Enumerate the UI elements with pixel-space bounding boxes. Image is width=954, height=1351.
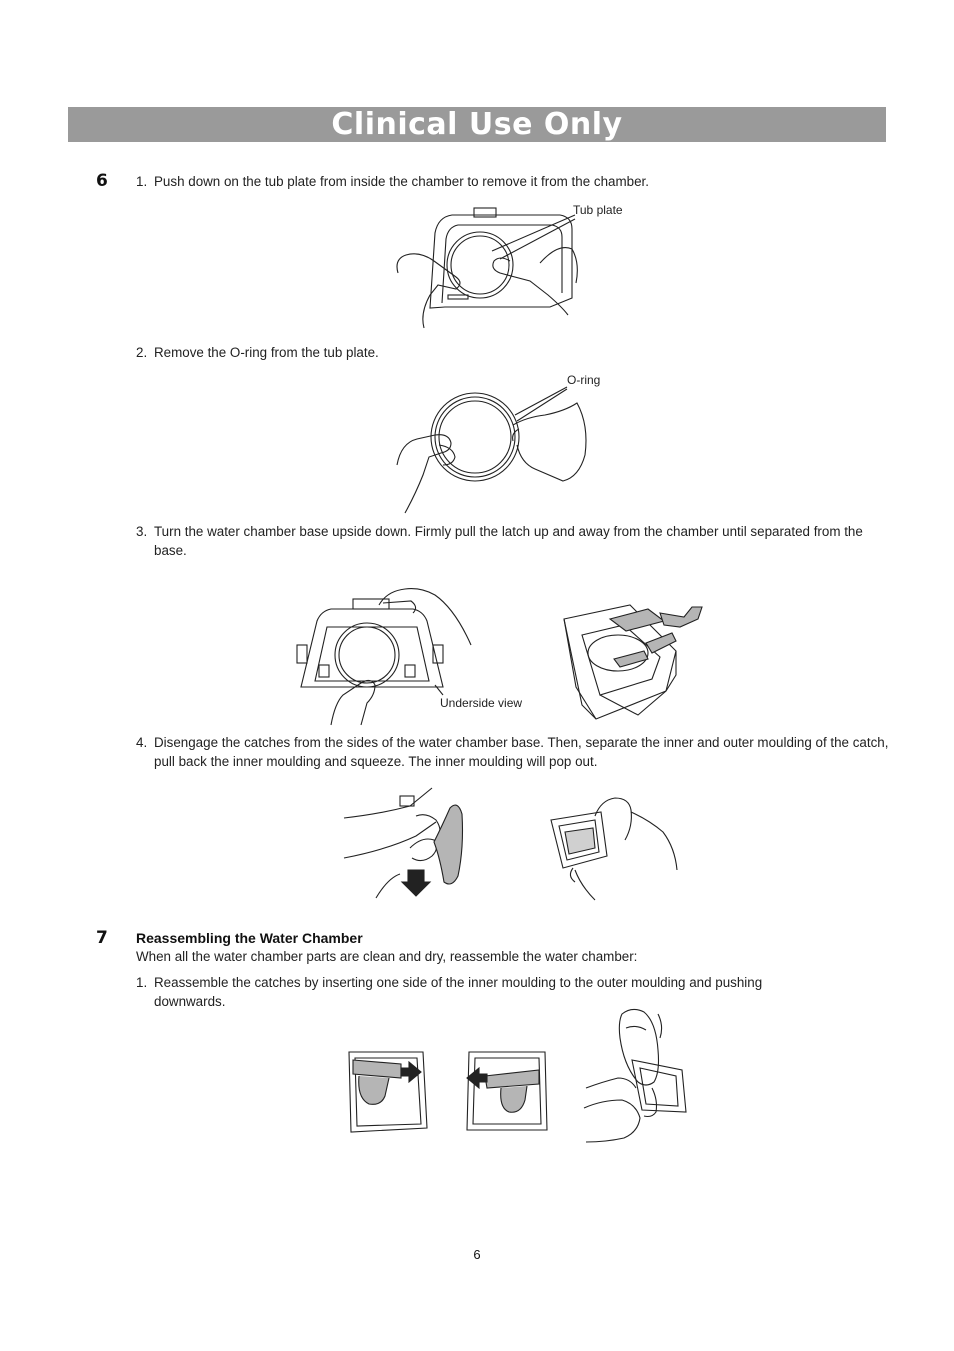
item-number: 1. xyxy=(136,975,148,990)
o-ring-callout: O-ring xyxy=(567,373,601,387)
section-intro: When all the water chamber parts are clean and dry, reassemble the water chamber: xyxy=(136,949,638,964)
item-number: 4. xyxy=(136,735,148,750)
item-text: Disengage the catches from the sides of the water chamber base. Then, separate the inner and outer moulding of the catch, pull back the inner moulding and squeeze. The inner moulding will pop out. xyxy=(154,735,889,769)
disengage-catch-illustration xyxy=(340,778,490,903)
latch-removal-illustration xyxy=(560,595,710,723)
step-number-7: 7 xyxy=(96,928,108,948)
item-number: 1. xyxy=(136,174,148,189)
item-number: 2. xyxy=(136,345,148,360)
reassemble-catch-step-b-illustration xyxy=(465,1048,550,1134)
step-number-6: 6 xyxy=(96,171,108,191)
item-text: Turn the water chamber base upside down. Firmly pull the latch up and away from the chamber until separated from the base. xyxy=(154,524,863,558)
section-heading: Reassembling the Water Chamber xyxy=(136,930,363,946)
step6-item-3 xyxy=(136,522,896,560)
header-banner xyxy=(68,107,886,142)
item-text: Remove the O-ring from the tub plate. xyxy=(154,345,379,360)
tub-plate-illustration xyxy=(390,203,590,333)
squeeze-moulding-illustration xyxy=(545,790,685,902)
reassemble-catch-step-a-illustration xyxy=(345,1048,430,1134)
step6-item-1 xyxy=(136,172,896,191)
item-text: Reassemble the catches by inserting one side of the inner moulding to the outer moulding and pushing downwards. xyxy=(154,975,763,1009)
step6-item-4 xyxy=(136,733,896,771)
item-number: 3. xyxy=(136,524,148,539)
step6-item-2 xyxy=(136,343,896,362)
page-title: Clinical Use Only xyxy=(331,107,623,142)
underside-view-callout: Underside view xyxy=(440,696,523,710)
reassemble-catch-step-c-illustration xyxy=(582,1008,697,1143)
tub-plate-callout: Tub plate xyxy=(573,203,623,217)
step7-item-1 xyxy=(136,973,836,1011)
item-text: Push down on the tub plate from inside the chamber to remove it from the chamber. xyxy=(154,174,649,189)
o-ring-illustration xyxy=(395,385,595,515)
page-number: 6 xyxy=(473,1247,481,1262)
